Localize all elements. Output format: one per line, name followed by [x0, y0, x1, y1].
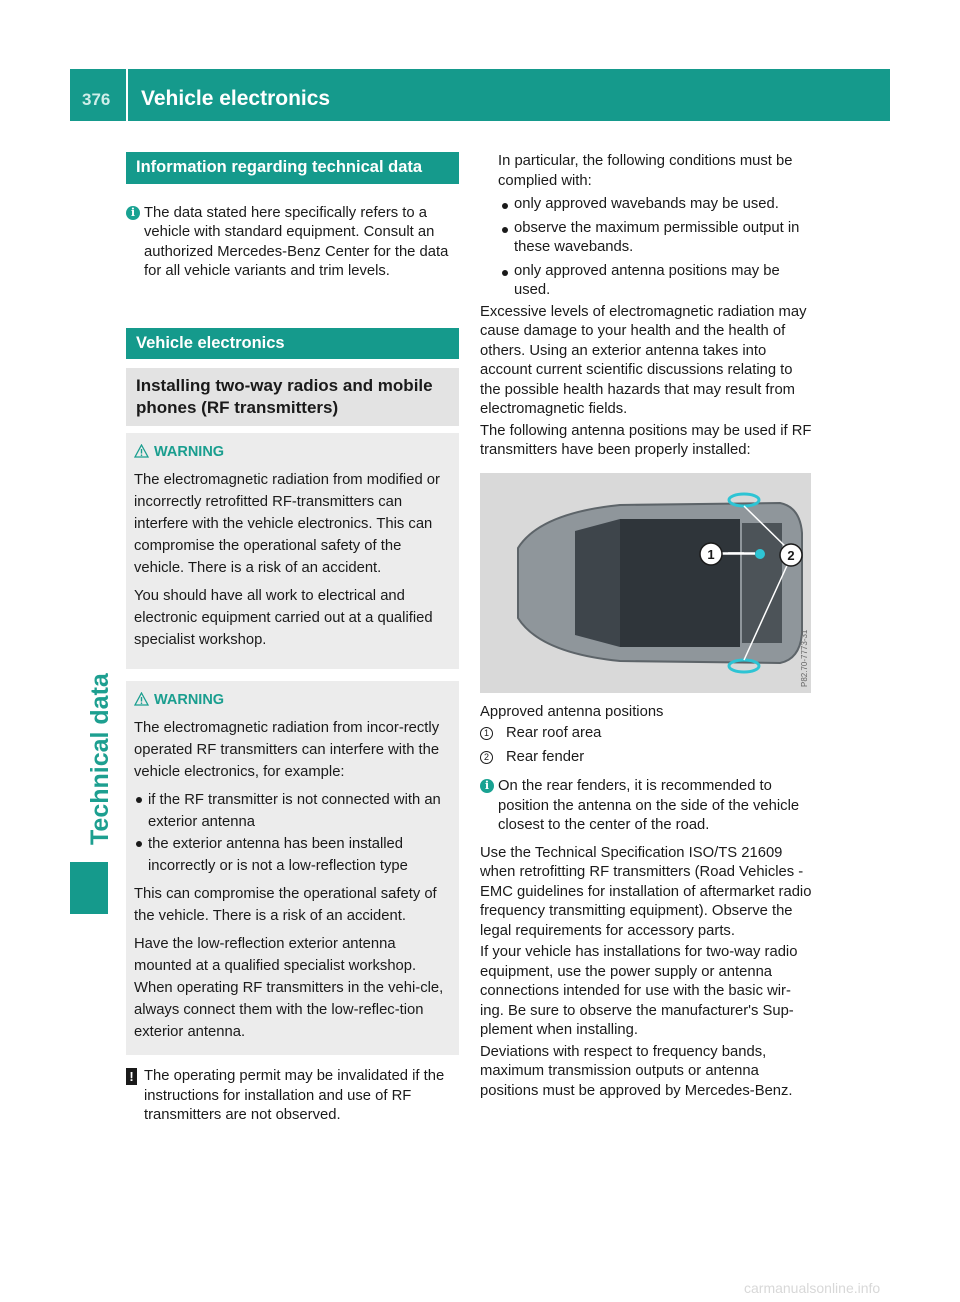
- callout-1-label: 1: [707, 546, 715, 562]
- watermark: carmanualsonline.info: [744, 1280, 881, 1296]
- rear-window-shape: [742, 523, 782, 643]
- callout-2-label: 2: [787, 547, 795, 563]
- figure-caption: Approved antenna positions: [480, 703, 664, 720]
- header-title: Vehicle electronics: [141, 87, 331, 110]
- legend-item-2: [480, 748, 813, 768]
- warning-heading-1: [134, 441, 451, 463]
- warning-box-1: [126, 433, 459, 669]
- radiation-paragraph: Excessive levels of electromagnetic radiation may cause damage to your health and the health of others. Using an exterior antenna takes into account current scientific discussions relating to the possible health hazards that may result from electromagnetic fields.: [480, 303, 807, 417]
- conditions-intro: In particular, the following conditions must be complied with:: [498, 153, 793, 189]
- antenna-roof-marker: [755, 549, 765, 559]
- iso-paragraph: Use the Technical Specification ISO/TS 21609 when retrofitting RF transmitters (Road Vehicles - EMC guidelines for installation of aftermarket radio frequency transmitting equipment). Observe the legal requirements for accessory parts.: [480, 844, 812, 939]
- warning1-para2: You should have all work to electrical and electronic equipment carried out at a qualified specialist workshop.: [134, 588, 433, 648]
- tech-data-info-text: The data stated here specifically refers to a vehicle with standard equipment. Consult an authorized Mercedes-Benz Center for the data for all vehicle variants and trim levels.: [144, 204, 449, 279]
- permit-notice-text: The operating permit may be invalidated if the instructions for installation and use of RF transmitters are not observed.: [144, 1068, 445, 1123]
- page-number: 376: [82, 90, 111, 109]
- warning1-para1: The electromagnetic radiation from modified or incorrectly retrofitted RF-transmitters can interfere with the vehicle electronics. This can compromise the operational safety of the vehicle. There is a risk of an accident.: [134, 472, 440, 576]
- right-column: [480, 152, 813, 1101]
- warning-label-1: WARNING: [154, 444, 225, 460]
- legend-number-2: 2: [480, 751, 493, 764]
- warning-box-2: [126, 681, 459, 1055]
- info-icon: i: [480, 779, 494, 793]
- warning-heading-2: [134, 689, 451, 711]
- header-divider: [126, 69, 128, 121]
- condition-item: only approved wavebands may be used.: [500, 195, 813, 215]
- exclamation-icon: !: [126, 1068, 137, 1085]
- condition-item: only approved antenna positions may be used.: [500, 262, 813, 301]
- warning2-para1: The electromagnetic radiation from incor-rectly operated RF transmitters can interfere with the vehicle electronics, for example:: [134, 720, 440, 780]
- windshield-shape: [575, 519, 620, 647]
- warning-label-2: WARNING: [154, 692, 225, 708]
- deviations-paragraph: Deviations with respect to frequency bands, maximum transmission outputs or antenna positions must be approved by Mercedes-Benz.: [480, 1043, 793, 1099]
- fender-tip: [480, 777, 813, 836]
- tech-data-heading: Information regarding technical data: [126, 152, 459, 184]
- car-top-view-illustration: [480, 473, 811, 693]
- warning-triangle-icon: [134, 692, 149, 706]
- warning2-para3: Have the low-reflection exterior antenna mounted at a qualified specialist workshop. When operating RF transmitters in the vehi-cle, always connect them with the low-reflec-tion exterior antenna.: [134, 936, 444, 1040]
- section-heading: Vehicle electronics: [126, 328, 459, 360]
- legend-label-1: Rear roof area: [506, 725, 602, 741]
- page-header: [70, 69, 890, 121]
- condition-item: observe the maximum permissible output in these wavebands.: [500, 219, 813, 258]
- warning-triangle-icon: [134, 444, 149, 458]
- info-icon: i: [126, 206, 140, 220]
- figure-code: P82.70-7773-31: [800, 629, 809, 687]
- side-tab-label: Technical data: [86, 673, 114, 845]
- power-supply-paragraph: If your vehicle has installations for two-way radio equipment, use the power supply or antenna connections intended for use with the basic wir-ing. Be sure to observe the manufacturer's Sup-plement when installing.: [480, 944, 798, 1038]
- antenna-positions-figure: [480, 473, 811, 693]
- permit-notice: [126, 1067, 459, 1126]
- roof-shape: [620, 519, 740, 647]
- side-tab-block: [70, 862, 108, 914]
- warning2-bullet: if the RF transmitter is not connected with an exterior antenna: [134, 789, 451, 833]
- fender-tip-text: On the rear fenders, it is recommended to position the antenna on the side of the vehicle closest to the center of the road.: [498, 778, 800, 833]
- warning2-bullet: the exterior antenna has been installed incorrectly or is not a low-reflection type: [134, 833, 451, 877]
- legend-number-1: 1: [480, 727, 493, 740]
- legend-label-2: Rear fender: [506, 748, 585, 765]
- positions-paragraph: The following antenna positions may be used if RF transmitters have been properly installed:: [480, 422, 812, 458]
- tech-data-info: [126, 204, 459, 282]
- left-column: [126, 152, 459, 1126]
- legend-item-1: [480, 724, 813, 744]
- warning2-para2: This can compromise the operational safety of the vehicle. There is a risk of an accident.: [134, 886, 437, 924]
- sub-heading: Installing two-way radios and mobile phones (RF transmitters): [126, 368, 459, 426]
